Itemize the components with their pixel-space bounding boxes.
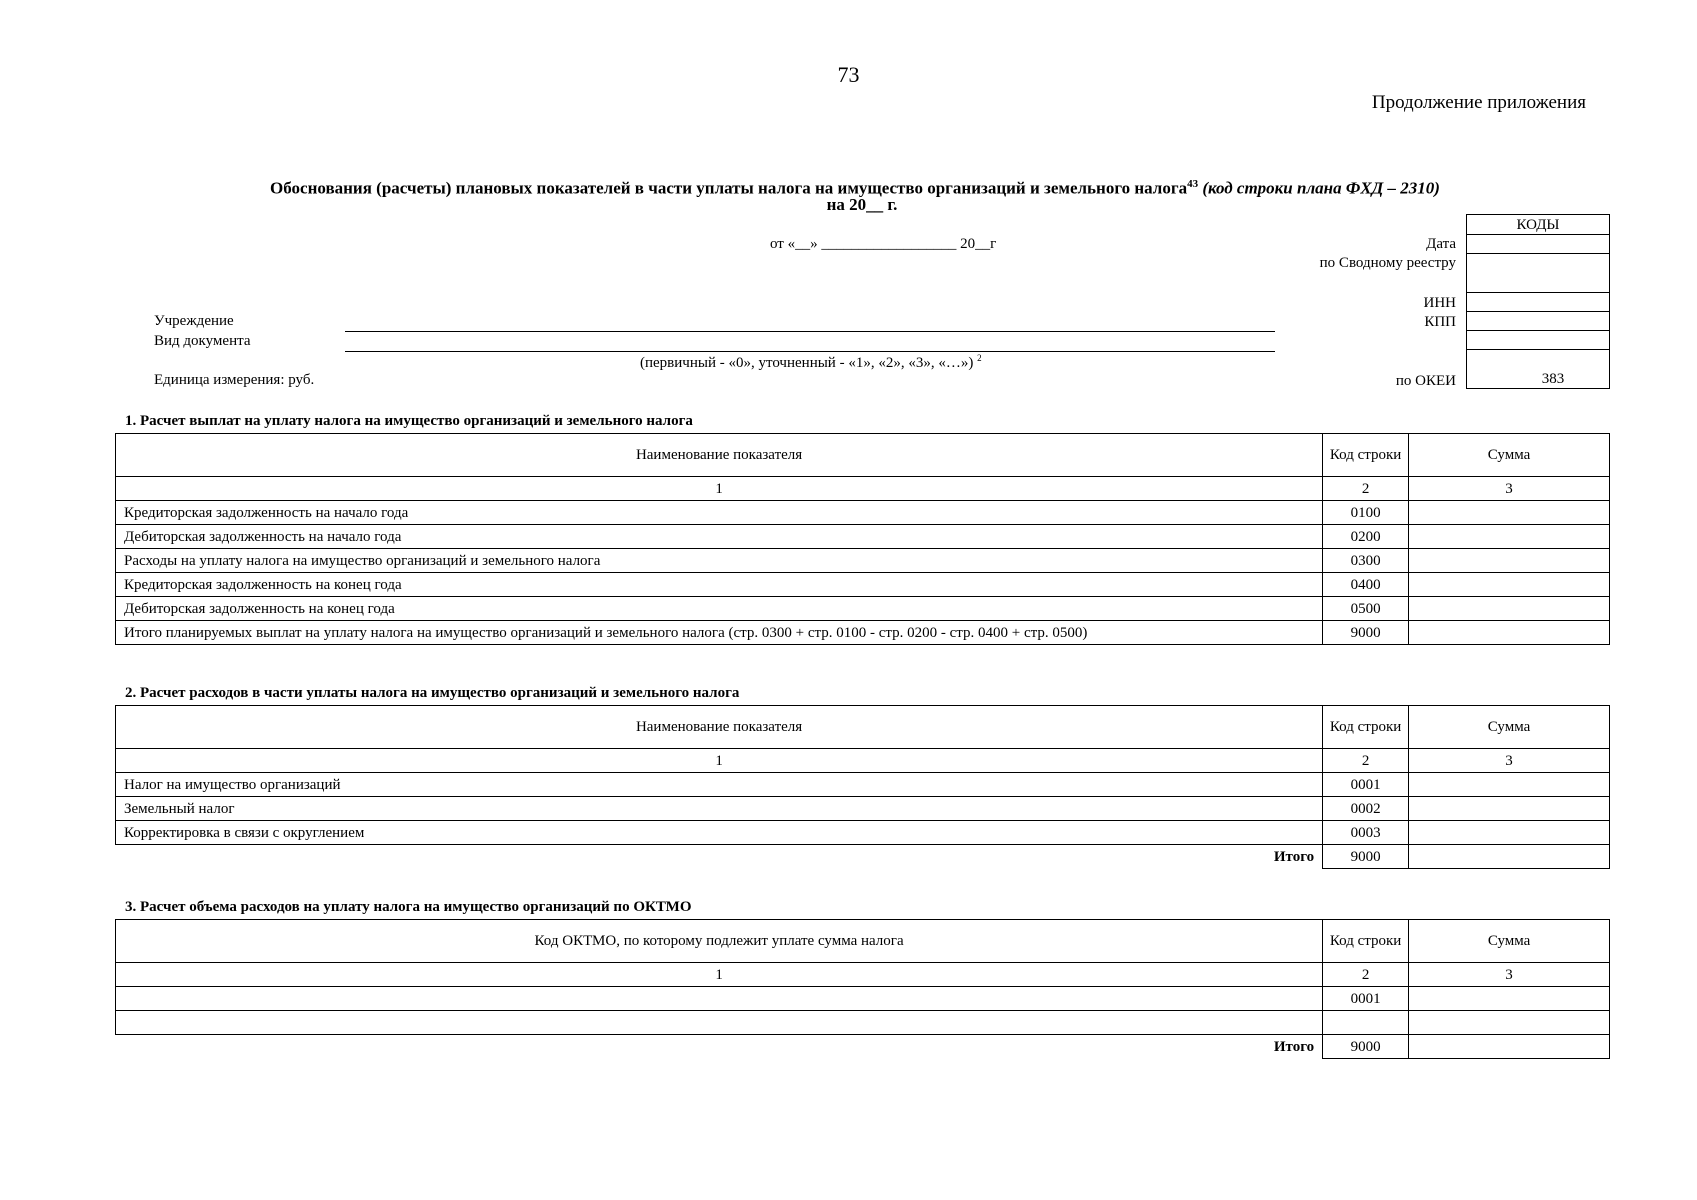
doc-type-hint-footnote: 2	[977, 353, 982, 363]
table-row	[116, 797, 1610, 821]
table-row	[116, 501, 1610, 525]
row-name[interactable]	[116, 1011, 1323, 1035]
row-name: Налог на имущество организаций	[116, 773, 1323, 797]
total-label: Итого	[116, 845, 1323, 869]
unit-label: Единица измерения: руб.	[154, 372, 315, 388]
s3-col-code-header: Код строки	[1323, 920, 1409, 963]
inn-code-label: ИНН	[1423, 295, 1456, 311]
row-sum[interactable]	[1409, 525, 1610, 549]
s1-col-name-header: Наименование показателя	[116, 434, 1323, 477]
total-label: Итого	[116, 1035, 1323, 1059]
date-line: от «__» __________________ 20__г	[770, 236, 997, 252]
row-sum[interactable]	[1409, 501, 1610, 525]
total-sum[interactable]	[1409, 1035, 1610, 1059]
row-sum[interactable]	[1409, 549, 1610, 573]
title-footnote: 43	[1187, 178, 1199, 190]
row-sum[interactable]	[1409, 1011, 1610, 1035]
row-sum[interactable]	[1409, 773, 1610, 797]
row-code: 0001	[1323, 987, 1409, 1011]
registry-code-cell	[1467, 254, 1610, 293]
row-name: Итого планируемых выплат на уплату налога на имущество организаций и земельного налога (стр. 0300 + стр. 0100 - стр. 0200 - стр. 0400 + стр. 0500)	[116, 621, 1323, 645]
row-code: 0300	[1323, 549, 1409, 573]
row-name[interactable]	[116, 987, 1323, 1011]
row-sum[interactable]	[1409, 573, 1610, 597]
codes-header: КОДЫ	[1467, 215, 1610, 235]
row-sum[interactable]	[1409, 821, 1610, 845]
total-row	[116, 845, 1610, 869]
table-row	[116, 597, 1610, 621]
row-code: 0400	[1323, 573, 1409, 597]
title-main: Обоснования (расчеты) плановых показателей в части уплаты налога на имущество организаций и земельного налога	[270, 178, 1188, 198]
title-code: (код строки плана ФХД – 2310)	[1202, 178, 1440, 198]
row-name: Дебиторская задолженность на начало года	[116, 525, 1323, 549]
section1-title: 1. Расчет выплат на уплату налога на имущество организаций и земельного налога	[125, 413, 693, 429]
table-row	[116, 1011, 1610, 1035]
s2-col-num: 3	[1409, 749, 1610, 773]
row-name: Корректировка в связи с округлением	[116, 821, 1323, 845]
row-code: 9000	[1323, 621, 1409, 645]
doc-type-hint	[640, 353, 982, 372]
doc-type-hint-text: (первичный - «0», уточненный - «1», «2», «3», «…»)	[640, 355, 974, 371]
table-row	[116, 773, 1610, 797]
okei-code-cell: 383	[1467, 350, 1610, 389]
s2-col-num: 2	[1323, 749, 1409, 773]
row-code	[1323, 1011, 1409, 1035]
row-sum[interactable]	[1409, 987, 1610, 1011]
row-code: 0002	[1323, 797, 1409, 821]
table-row	[116, 525, 1610, 549]
row-code: 0200	[1323, 525, 1409, 549]
s1-col-code-header: Код строки	[1323, 434, 1409, 477]
s1-col-num: 3	[1409, 477, 1610, 501]
s3-col-num: 2	[1323, 963, 1409, 987]
row-name: Дебиторская задолженность на конец года	[116, 597, 1323, 621]
s3-col-name-header: Код ОКТМО, по которому подлежит уплате сумма налога	[116, 920, 1323, 963]
s3-col-sum-header: Сумма	[1409, 920, 1610, 963]
s2-col-code-header: Код строки	[1323, 706, 1409, 749]
s2-col-name-header: Наименование показателя	[116, 706, 1323, 749]
section2-table	[115, 705, 1610, 869]
section2-title: 2. Расчет расходов в части уплаты налога на имущество организаций и земельного налога	[125, 685, 740, 701]
institution-label: Учреждение	[154, 313, 234, 329]
date-code-cell	[1467, 235, 1610, 254]
row-sum[interactable]	[1409, 797, 1610, 821]
s1-col-sum-header: Сумма	[1409, 434, 1610, 477]
doc-type-label: Вид документа	[154, 333, 251, 349]
registry-code-label: по Сводному реестру	[1319, 255, 1456, 271]
row-name: Кредиторская задолженность на начало года	[116, 501, 1323, 525]
continuation-note: Продолжение приложения	[1371, 92, 1586, 113]
blank-code-cell	[1467, 331, 1610, 350]
total-code: 9000	[1323, 1035, 1409, 1059]
section3-title: 3. Расчет объема расходов на уплату налога на имущество организаций по ОКТМО	[125, 899, 692, 915]
row-code: 0003	[1323, 821, 1409, 845]
total-sum[interactable]	[1409, 845, 1610, 869]
date-code-label: Дата	[1426, 236, 1456, 252]
table-row	[116, 821, 1610, 845]
document-subtitle: на 20__ г.	[826, 195, 898, 214]
page-number: 73	[837, 62, 860, 87]
doc-type-field-line	[345, 351, 1275, 352]
table-row	[116, 987, 1610, 1011]
row-code: 0500	[1323, 597, 1409, 621]
codes-table	[1466, 214, 1610, 389]
row-code: 0100	[1323, 501, 1409, 525]
row-name: Расходы на уплату налога на имущество организаций и земельного налога	[116, 549, 1323, 573]
table-row	[116, 573, 1610, 597]
row-code: 0001	[1323, 773, 1409, 797]
institution-field-line	[345, 331, 1275, 332]
section3-table	[115, 919, 1610, 1059]
s1-col-num: 2	[1323, 477, 1409, 501]
s3-col-num: 3	[1409, 963, 1610, 987]
s1-col-num: 1	[116, 477, 1323, 501]
row-name: Кредиторская задолженность на конец года	[116, 573, 1323, 597]
s2-col-sum-header: Сумма	[1409, 706, 1610, 749]
total-code: 9000	[1323, 845, 1409, 869]
inn-code-cell	[1467, 293, 1610, 312]
total-row	[116, 1035, 1610, 1059]
section1-table	[115, 433, 1610, 645]
kpp-code-label: КПП	[1424, 314, 1456, 330]
okei-code-label: по ОКЕИ	[1395, 373, 1456, 389]
row-sum[interactable]	[1409, 597, 1610, 621]
kpp-code-cell	[1467, 312, 1610, 331]
row-sum[interactable]	[1409, 621, 1610, 645]
table-row	[116, 621, 1610, 645]
row-name: Земельный налог	[116, 797, 1323, 821]
table-row	[116, 549, 1610, 573]
s3-col-num: 1	[116, 963, 1323, 987]
s2-col-num: 1	[116, 749, 1323, 773]
